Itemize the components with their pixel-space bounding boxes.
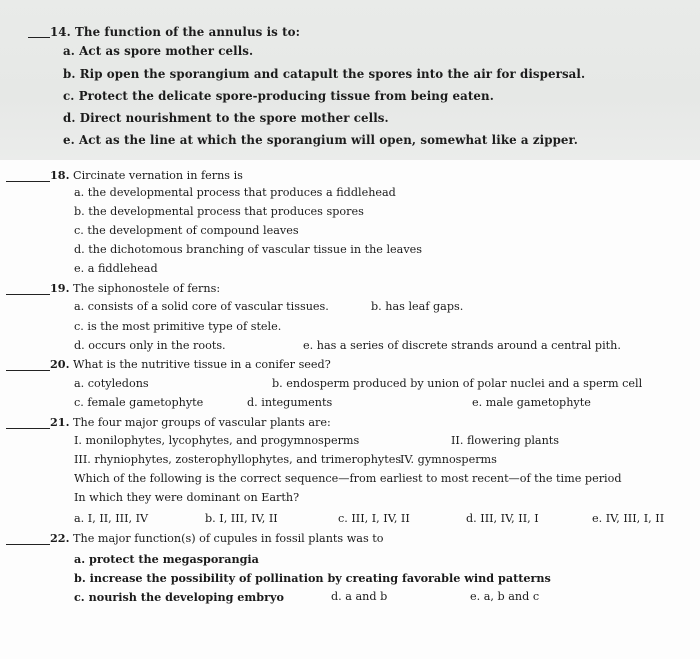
question-number: 22. [50, 531, 70, 545]
option-b: b. Rip open the sporangium and catapult the spores into the air for dispersal. [63, 67, 586, 81]
option-a: a. I, II, III, IV [74, 512, 149, 525]
question-number: 14. [50, 25, 71, 39]
option-b: b. the developmental process that produces spores [74, 205, 364, 218]
option-b: b. I, III, IV, II [205, 512, 278, 525]
option-b: b. endosperm produced by union of polar nuclei and a sperm cell [272, 377, 643, 390]
answer-blank[interactable] [28, 37, 50, 38]
option-e: e. a fiddlehead [74, 262, 158, 275]
question-stem: The siphonostele of ferns: [73, 282, 221, 295]
option-c: c. the development of compound leaves [74, 224, 299, 237]
option-d: d. a and b [331, 590, 388, 603]
option-c: c. nourish the developing embryo [74, 590, 284, 604]
question-stem: The function of the annulus is to: [75, 25, 301, 39]
question-number: 19. [50, 281, 70, 295]
option-c: c. female gametophyte [74, 396, 204, 409]
option-d: d. occurs only in the roots. [74, 339, 226, 352]
question-stem: Circinate vernation in ferns is [73, 169, 243, 182]
group-iii: III. rhyniophytes, zosterophyllophytes, and trimerophytes [74, 453, 402, 466]
question-number: 21. [50, 415, 70, 429]
answer-blank[interactable] [6, 370, 50, 371]
question-text: Which of the following is the correct sequence—from earliest to most recent—of the time period [74, 472, 622, 485]
option-b: b. increase the possibility of pollination by creating favorable wind patterns [74, 571, 551, 585]
question-stem: The four major groups of vascular plants are: [73, 416, 331, 429]
question-number: 20. [50, 357, 70, 371]
option-a: a. protect the megasporangia [74, 552, 259, 566]
option-a: a. Act as spore mother cells. [63, 44, 254, 58]
option-a: a. cotyledons [74, 377, 149, 390]
answer-blank[interactable] [6, 181, 50, 182]
option-e: e. a, b and c [470, 590, 540, 603]
option-b: b. has leaf gaps. [371, 300, 464, 313]
option-d: d. Direct nourishment to the spore mother cells. [63, 111, 389, 125]
group-i: I. monilophytes, lycophytes, and progymnosperms [74, 434, 360, 447]
option-e: e. IV, III, I, II [592, 512, 665, 525]
group-iv: IV. gymnosperms [400, 453, 497, 466]
answer-blank[interactable] [6, 544, 50, 545]
option-c: c. is the most primitive type of stele. [74, 320, 282, 333]
answer-blank[interactable] [6, 294, 50, 295]
option-c: c. Protect the delicate spore-producing tissue from being eaten. [63, 89, 494, 103]
option-d: d. integuments [247, 396, 333, 409]
option-e: e. male gametophyte [472, 396, 591, 409]
option-a: a. consists of a solid core of vascular tissues. [74, 300, 329, 313]
group-ii: II. flowering plants [451, 434, 560, 447]
option-c: c. III, I, IV, II [338, 512, 410, 525]
question-number: 18. [50, 168, 70, 182]
option-e: e. has a series of discrete strands around a central pith. [303, 339, 621, 352]
question-text: In which they were dominant on Earth? [74, 491, 300, 504]
option-d: d. III, IV, II, I [466, 512, 539, 525]
question-stem: The major function(s) of cupules in fossil plants was to [73, 532, 384, 545]
question-stem: What is the nutritive tissue in a conifer seed? [73, 358, 331, 371]
answer-blank[interactable] [6, 428, 50, 429]
option-a: a. the developmental process that produces a fiddlehead [74, 186, 396, 199]
option-e: e. Act as the line at which the sporangium will open, somewhat like a zipper. [63, 133, 578, 147]
option-d: d. the dichotomous branching of vascular tissue in the leaves [74, 243, 423, 256]
